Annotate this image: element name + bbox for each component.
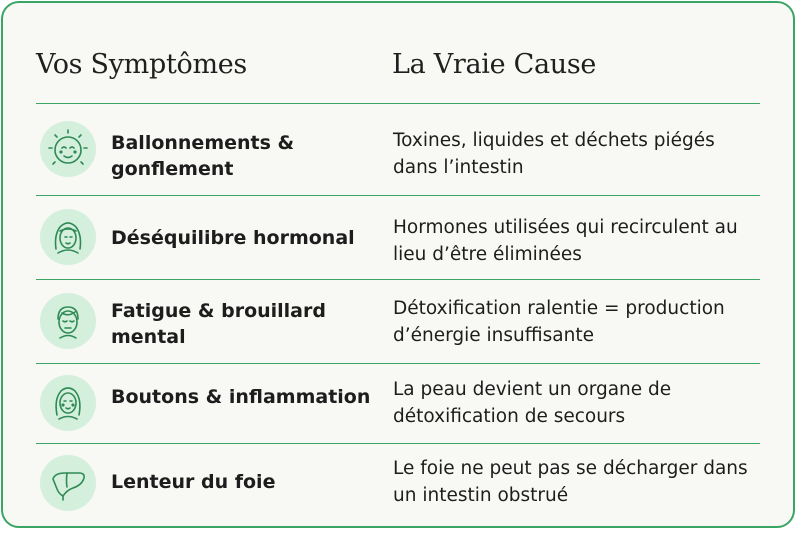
table-header bbox=[3, 49, 793, 85]
symptoms-card bbox=[1, 1, 795, 528]
woman-hormonal-icon bbox=[40, 209, 96, 265]
symptom-label: Lenteur du foie bbox=[111, 471, 276, 493]
bloated-face-icon bbox=[40, 121, 96, 177]
table-row bbox=[3, 279, 793, 363]
cause-text: Hormones utilisées qui recirculent au lieu d’être éliminées bbox=[393, 217, 738, 265]
symptom-label: Fatigue & brouillard mental bbox=[111, 300, 326, 348]
symptom-label: Boutons & inflammation bbox=[111, 386, 371, 408]
cause-column-title: La Vraie Cause bbox=[392, 49, 597, 80]
cause-text: Le foie ne peut pas se décharger dans un intestin obstrué bbox=[393, 458, 748, 506]
symptom-label: Ballonnements & gonflement bbox=[111, 132, 295, 180]
cause-text: Détoxification ralentie = production d’énergie insuffisante bbox=[393, 298, 725, 346]
cause-text: Toxines, liquides et déchets piégés dans l’intestin bbox=[393, 130, 715, 178]
symptom-label: Déséquilibre hormonal bbox=[111, 227, 355, 249]
table-row bbox=[3, 195, 793, 279]
liver-icon bbox=[40, 455, 96, 511]
cause-text: La peau devient un organe de détoxification de secours bbox=[393, 379, 672, 427]
symptoms-column-title: Vos Symptômes bbox=[36, 49, 247, 80]
table-row bbox=[3, 103, 793, 195]
acne-face-icon bbox=[40, 375, 96, 431]
table-row bbox=[3, 443, 793, 527]
tired-face-icon bbox=[40, 293, 96, 349]
table-row bbox=[3, 363, 793, 443]
